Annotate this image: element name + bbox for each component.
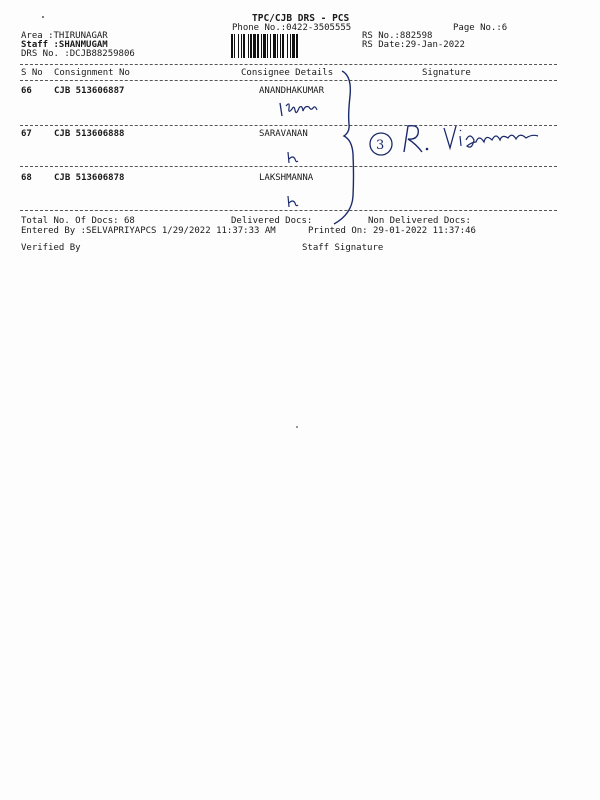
- divider-line: [20, 166, 557, 167]
- report-title: TPC/CJB DRS - PCS: [252, 13, 350, 24]
- delivered-docs: Delivered Docs:: [231, 216, 313, 226]
- handwritten-mark-ityn: [276, 98, 324, 120]
- entered-by: Entered By :SELVAPRIYAPCS 1/29/2022 11:37:33 AM: [21, 226, 276, 236]
- row-consignee: LAKSHMANNA: [259, 173, 314, 183]
- circled-number: 3: [376, 138, 385, 153]
- verified-by: Verified By: [21, 243, 81, 253]
- row-consignment: CJB 513606878: [54, 173, 125, 183]
- scan-speck: [42, 16, 44, 18]
- non-delivered-docs: Non Delivered Docs:: [368, 216, 471, 226]
- column-header-sno: S No: [21, 68, 43, 78]
- divider-line: [20, 210, 557, 211]
- divider-line: [20, 64, 557, 65]
- rs-number: RS No.:882598: [362, 31, 433, 41]
- total-docs: Total No. Of Docs: 68: [21, 216, 135, 226]
- row-consignment: CJB 513606887: [54, 86, 125, 96]
- column-header-consignee: Consignee Details: [241, 68, 334, 78]
- handwritten-mark-h: [285, 194, 301, 210]
- divider-line: [20, 80, 557, 81]
- area-field: Area :THIRUNAGAR: [21, 31, 108, 41]
- page-number: Page No.:6: [453, 23, 508, 33]
- phone-number: Phone No.:0422-3505555: [232, 23, 352, 33]
- row-consignment: CJB 513606888: [54, 129, 125, 139]
- row-consignee: ANANDHAKUMAR: [259, 86, 325, 96]
- row-sno: 67: [21, 129, 32, 139]
- column-header-consignment: Consignment No: [54, 68, 130, 78]
- drs-number: DRS No. :DCJB88259806: [21, 49, 135, 59]
- row-sno: 68: [21, 173, 32, 183]
- printed-on: Printed On: 29-01-2022 11:37:46: [308, 226, 476, 236]
- row-consignee: SARAVANAN: [259, 129, 308, 139]
- row-sno: 66: [21, 86, 32, 96]
- handwritten-signature: [366, 120, 556, 162]
- staff-signature: Staff Signature: [302, 243, 384, 253]
- rs-date: RS Date:29-Jan-2022: [362, 40, 465, 50]
- handwritten-mark-h: [285, 150, 301, 166]
- scan-speck: [296, 426, 298, 428]
- staff-field: Staff :SHANMUGAM: [21, 40, 108, 50]
- column-header-signature: Signature: [422, 68, 471, 78]
- barcode-image: [230, 34, 355, 58]
